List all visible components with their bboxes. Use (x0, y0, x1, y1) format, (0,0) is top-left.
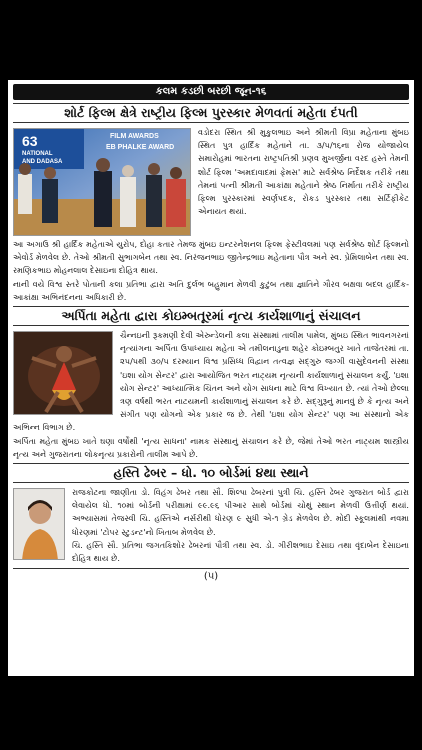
article3-headline: હસ્તિ ઢેબર – ધો. ૧૦ બોર્ડમાં ૪થા સ્થાને (13, 463, 409, 483)
student-portrait-image (14, 489, 65, 560)
bottom-black-bar (0, 676, 422, 750)
article-film-award (13, 103, 409, 304)
photo-logo-line2: AND DADASA (22, 159, 63, 165)
masthead: કલમ કડછી બરછી જૂન-૧૬ (13, 84, 409, 100)
article-dance-workshop (13, 306, 409, 461)
article2-paragraph-2: અર્પિતા મહેતા મુંબઇ ખાતે ઘણા વર્ષોથી 'નૃત્ય સાધના' નામક સંસ્થાનું સંચાલન કરે છે, જેમાં તેઓ ભરત નાટ્યમ શાસ્ત્રીય નૃત્ય અને ગુજરાતના લોકનૃત્ય પ્રકારોની તાલીમ આપે છે. (13, 435, 409, 459)
article2-headline: અર્પિતા મહેતા દ્વારા કોઇમ્બતૂરમાં નૃત્ય કાર્યશાળાનું સંચાલન (13, 306, 409, 326)
article2-paragraph-1: ચૈન્નઇની રૂકમણી દેવી એરુન્ડેલની કલા સંસ્થામાં તાલીમ પામેલ, મુંબઇ સ્થિત ભાવનગરનાં નૃત્યાંગના અર્પિતા ઉપાધ્યાય મહેતા એ તમીલનાડુના શહેર કોઇમ્બતુર ખાતે તાજેતરમાં તા. ૨૫/૫થી ૩૦/૫ દરમ્યાન વિશ્વ પ્રસિધ્ધ વિદ્વાન તત્વજ્ઞ સદ્ગુરુ જગ્ગી વાસુદેવનની સંસ્થા 'ઇશા યોગ સેન્ટર' દ્વારા આયોજિત ભરત નાટ્યમ નૃત્યની કાર્યશાળાનું સંચાલન કર્યું. 'ઇશા યોગ સેન્ટર' આધ્યાત્મિક ચિંતન અને યોગ સાધના માટે વિશ્વ વિખ્યાત છે. ત્યાં તેઓ છેલ્લા ત્રણ વર્ષથી ભરત નાટયમની કાર્યશાળાનું સંચાલન કરે છે. સદ્ગુરૂનું માનવું છે કે નૃત્ય અને સંગીત પણ યોગનો એક પ્રકાર જ છે. તેથી 'ઇશા યોગ સેન્ટર' પણ આ સંસ્થાનો એક અભિન્ન વિભાગ છે. (13, 330, 409, 433)
top-black-bar (0, 0, 422, 80)
article1-paragraph-2: આ અગાઉ શ્રી હાર્દિક મહેતાએ યુરોપ, દોહા કતાર તેમજ મુંબઇ ઇન્ટરનેશનલ ફિલ્મ ફેસ્ટીવલમાં પણ સર્વશ્રેષ્ઠ શોર્ટ ફિલ્મનો એવોર્ડ મેળવેલ છે. તેઓ શ્રીમતી સુભાગબેન તથા સ્વ. નિરંજનભાઇ જીતેન્દ્રભાઇ મહેતાના પૌત્ર અને સ્વ. પ્રેમિલાબેન તથા સ્વ. રમણિકભાઇ મોહનલાલ દેસાઇના દોહિત્ર થાય. (13, 239, 409, 276)
article3-paragraph-1: રાજકોટના જાણીતા ડો. વિહંગ ઢેબર તથા સૌ. શિલ્પા ઢેબરનાં પુત્રી ચિ. હસ્તિ ઢેબર ગુજરાત બોર્ડ દ્વારા લેવાયેલ ધો. ૧૦માં બોર્ડની પરીક્ષામાં ૯૯.૯૬ પીઆર સાથે બોર્ડમાં ચોથું સ્થાન મેળવી ઉત્તીર્ણ થયાં. અભ્યાસમાં તેજસ્વી ચિ. હસ્તિએ નર્સરીથી ધોરણ ૯ સુધી એ-૧ ગ્રેડ મેળવેલ છે. મોદી સ્કૂલમાંથી નવમા ધોરણમાં 'ટોપર સ્ટુડન્ટ'નો ખિતાબ મેળવેલ છે. (72, 487, 409, 537)
newsletter-page (8, 80, 414, 676)
article-board-exam (13, 463, 409, 565)
page-number: (૫) (13, 568, 409, 584)
student-photo (13, 488, 65, 560)
photo-right-line1: EB PHALKE AWARD (106, 144, 175, 151)
dancer-photo (13, 331, 113, 415)
article3-paragraph-2: ચિ. હસ્તિ સૌ. પ્રતિભા જગતકિશોર ઢેબરનાં પૌત્રી તથા સ્વ. ડો. ગીરીશભાઇ દેસાઇ તથા વૃંદાબેન દેસાઇના દોહિત્ર થાય છે. (72, 539, 409, 564)
dancer-image (14, 332, 113, 415)
article1-headline: શોર્ટ ફિલ્મ ક્ષેત્રે રાષ્ટ્રીય ફિલ્મ પુરસ્કાર મેળવતાં મહેતા દંપતી (13, 103, 409, 123)
award-ceremony-photo (13, 128, 191, 236)
article1-paragraph-1: વડોદરા સ્થિત શ્રી મુકુલભાઇ અને શ્રીમતી વિપ્રા મહેતાના મુંબઇ સ્થિત પુત્ર હાર્દિક મહેતાને તા. ૩/૫/૧૬ના રોજ યોજાયેલ સમારોહમાં ભારતના રાષ્ટ્રપતિશ્રી પ્રણવ મુખર્જીના વરદ હસ્તે તેમની શોર્ટ ફિલ્મ 'અમદાવાદમાં ફેમસ' માટે સર્વશ્રેષ્ઠ નિર્દેશક તરીકે તથા તેમનાં પત્ની શ્રીમતી આકાંક્ષા મહેતાને શ્રેષ્ઠ નિર્માતા તરીકે રાષ્ટ્રીય ફિલ્મ પુરસ્કારમાં સ્વર્ણપદક, રોકડ પુરસ્કાર તથા સર્ટિફીકેટ એનાયત થયાં. (198, 127, 409, 217)
photo-logo-number: 63 (22, 133, 38, 149)
article1-paragraph-3: નાની વયે વિશ્વ સ્તરે પોતાની કલા પ્રતિભા દ્વારા અતિ દુર્લભ બહુમાન મેળવી કુટુંબ તથા જ્ઞાતિને ગૌરવ બક્ષવા બદલ હાર્દિક-આકાંક્ષા અભિનંદનના અધિકારી છે. (13, 278, 409, 302)
photo-right-line2: FILM AWARDS (110, 133, 159, 140)
photo-logo-line1: NATIONAL (22, 151, 53, 157)
